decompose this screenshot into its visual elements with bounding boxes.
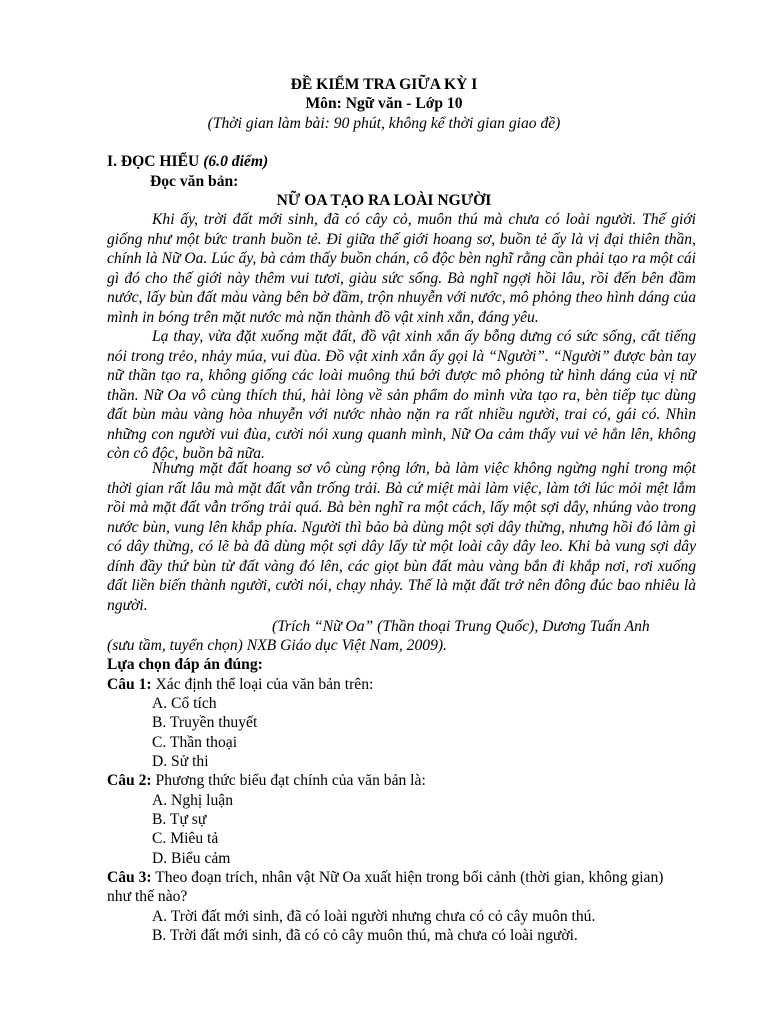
question-3 (107, 868, 663, 887)
answer-option[interactable]: B. Tự sự (152, 811, 207, 828)
question-1 (107, 675, 373, 694)
citation-line-2: (sưu tầm, tuyển chọn) NXB Giáo dục Việt Nam, 2009). (107, 637, 447, 654)
answer-option[interactable]: A. Cổ tích (152, 695, 217, 712)
citation-line-1: (Trích “Nữ Oa” (Thần thoại Trung Quốc), Dương Tuấn Anh (272, 618, 650, 635)
section-heading (107, 152, 268, 171)
story-title: NỮ OA TẠO RA LOÀI NGƯỜI (276, 192, 492, 209)
answer-option[interactable]: D. Biểu cảm (152, 850, 231, 867)
answer-option[interactable]: A. Trời đất mới sinh, đã có loài người nhưng chưa có cỏ cây muôn thú. (152, 908, 596, 925)
read-label: Đọc văn bản: (150, 173, 239, 190)
answer-option[interactable]: C. Miêu tả (152, 830, 219, 847)
question-label: Câu 3: (107, 869, 152, 886)
time-note: (Thời gian làm bài: 90 phút, không kể thời gian giao đề) (207, 115, 561, 132)
question-2 (107, 771, 426, 790)
section-title: I. ĐỌC HIỂU (107, 153, 200, 170)
answer-option[interactable]: A. Nghị luận (152, 792, 233, 809)
section-points: (6.0 điểm) (203, 153, 269, 170)
answer-option[interactable]: C. Thần thoại (152, 734, 238, 751)
choose-label: Lựa chọn đáp án đúng: (107, 656, 263, 673)
question-label: Câu 2: (107, 772, 152, 789)
answer-option[interactable]: B. Trời đất mới sinh, đã có cỏ cây muôn thú, mà chưa có loài người. (152, 927, 578, 944)
story-paragraph-3: Nhưng mặt đất hoang sơ vô cùng rộng lớn, bà làm việc không ngừng nghỉ trong một thời gian rất lâu mà mặt đất vẫn trống trải. Bà cứ miệt mài làm việc, làm tới lúc mỏi mệt lắm rồi mà mặt đất vẫn trống trải quá. Bà bèn nghĩ ra một cách, lấy một sợi dây, nhúng vào trong nước bùn, vung lên khắp phía. Người thì bảo bà dùng một sợi dây thừng, nhưng hồi đó làm gì có dây thừng, có lẽ bà đã dùng một sợi dây lấy từ một loài cây dây leo. Khi bà vung sợi dây dính đầy thứ bùn từ đất vàng đó lên, các giọt bùn đất màu vàng bắn đi khắp nơi, rơi xuống đất liền biến thành người, cười nói, chạy nhảy. Thế là mặt đất trở nên đông đúc bao nhiêu là người. (107, 460, 696, 614)
story-paragraph-1: Khi ấy, trời đất mới sinh, đã có cây cỏ, muôn thú mà chưa có loài người. Thế giới giống như một bức tranh buồn tẻ. Đi giữa thế giới hoang sơ, buồn tẻ ấy là vị đại thiên thần, chính là Nữ Oa. Lúc ấy, bà cảm thấy buồn chán, cô độc bèn nghĩ rằng cần phải tạo ra một cái gì đó cho thế giới này thêm vui tươi, giàu sức sống. Bà nghĩ ngợi hồi lâu, rồi đến bên đầm nước, lấy bùn đất màu vàng bên bờ đầm, trộn nhuyễn với nước, mô phỏng theo hình dáng của mình in bóng trên mặt nước mà nặn thành đồ vật xinh xắn, đáng yêu. (107, 211, 696, 326)
question-label: Câu 1: (107, 676, 152, 693)
exam-title: ĐỀ KIỂM TRA GIỮA KỲ I (290, 76, 478, 93)
question-text-continued: như thế nào? (107, 888, 188, 905)
answer-option[interactable]: B. Truyền thuyết (152, 714, 258, 731)
question-text: Theo đoạn trích, nhân vật Nữ Oa xuất hiện trong bối cảnh (thời gian, không gian) (151, 869, 664, 886)
question-text: Xác định thể loại của văn bản trên: (151, 676, 374, 693)
question-text: Phương thức biểu đạt chính của văn bản là: (151, 772, 426, 789)
story-paragraph-2: Lạ thay, vừa đặt xuống mặt đất, đồ vật xinh xắn ấy bỗng dưng có sức sống, cất tiếng nói trong trẻo, nhảy múa, vui đùa. Đồ vật xinh xắn ấy gọi là “Người”. “Người” được bàn tay nữ thần tạo ra, không giống các loài muông thú bởi được mô phỏng từ hình dáng của vị nữ thần. Nữ Oa vô cùng thích thú, hài lòng về sản phẩm do mình vừa tạo ra, bèn tiếp tục dùng đất bùn màu vàng hòa nhuyễn với nước nhào nặn ra rất nhiều người, trai có, gái có. Nhìn những con người vui đùa, cười nói xung quanh mình, Nữ Oa cảm thấy vui vẻ hẳn lên, không còn cô độc, buồn bã nữa. (107, 328, 696, 462)
subject-line: Môn: Ngữ văn - Lớp 10 (305, 95, 463, 112)
answer-option[interactable]: D. Sử thi (152, 753, 209, 770)
